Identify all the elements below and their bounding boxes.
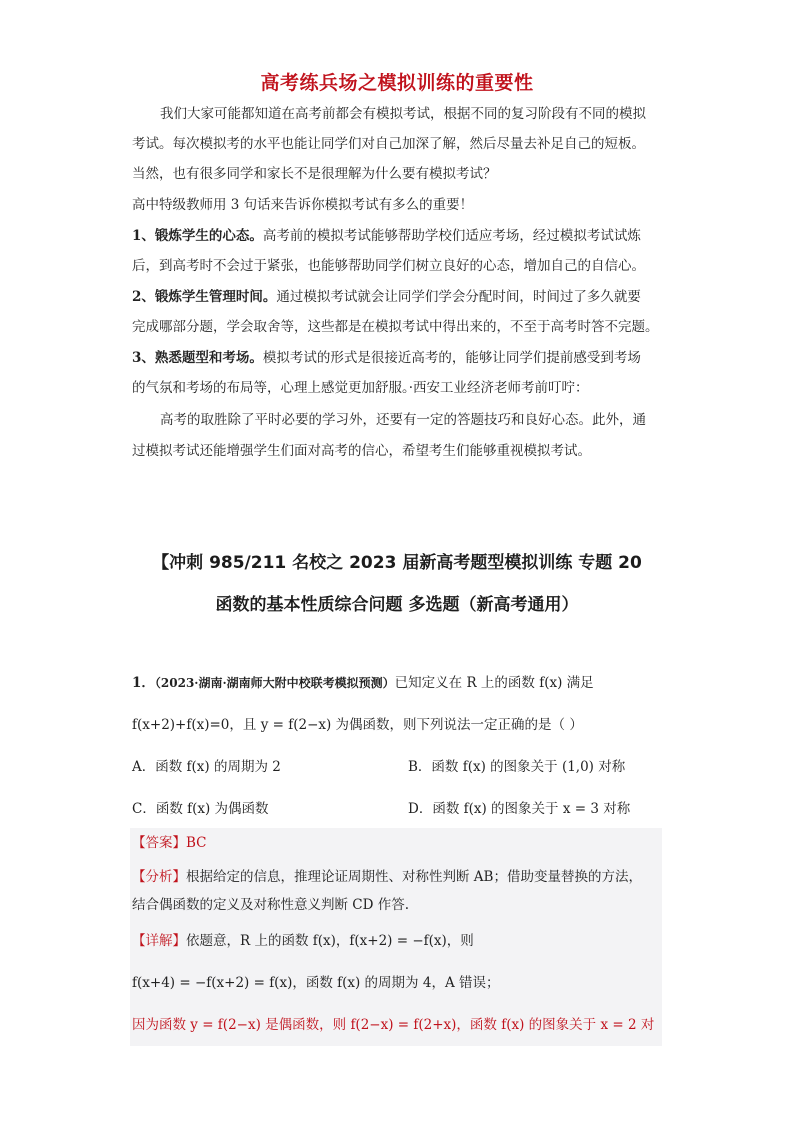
intro-paragraph-line: 高中特级教师用 3 句话来告诉你模拟考试有多么的重要！ <box>132 197 474 213</box>
intro-item-text: 通过模拟考试就会让同学们学会分配时间，时间过了多久就要 <box>276 289 641 305</box>
intro-paragraph-line: 当然，也有很多同学和家长不是很理解为什么要有模拟考试？ <box>132 166 497 182</box>
question-stem-line: f(x+2)+f(x)=0，且 y = f(2−x) 为偶函数，则下列说法一定正确的是（ ） <box>132 717 583 733</box>
intro-item-lead: 3、熟悉题型和考场。 <box>132 350 263 366</box>
section-title-line-1: 【冲刺 985/211 名校之 2023 届新高考题型模拟训练 专题 20 <box>152 553 642 573</box>
intro-paragraph-line: 我们大家可能都知道在高考前都会有模拟考试，根据不同的复习阶段有不同的模拟 <box>160 106 646 122</box>
intro-paragraph-line: 的气氛和考场的布局等，心理上感觉更加舒服。·西安工业经济老师考前叮咛： <box>132 380 589 396</box>
intro-item-text: 高考前的模拟考试能够帮助学校们适应考场，经过模拟考试试炼 <box>262 228 641 244</box>
analysis-line: 结合偶函数的定义及对称性意义判断 CD 作答. <box>132 897 410 913</box>
detail-line <box>132 930 474 952</box>
intro-paragraph-line: 考试。每次模拟考的水平也能让同学们对自己加深了解，然后尽量去补足自己的短板。 <box>132 136 645 152</box>
analysis-line <box>132 866 642 888</box>
section-title-line-2: 函数的基本性质综合问题 多选题（新高考通用） <box>215 595 579 615</box>
detail-line: f(x+4) = −f(x+2) = f(x)，函数 f(x) 的周期为 4，A 错误； <box>132 975 500 991</box>
intro-paragraph-line: 高考的取胜除了平时必要的学习外，还要有一定的答题技巧和良好心态。此外，通 <box>160 412 646 428</box>
detail-tag: 【详解】 <box>132 933 186 949</box>
intro-item-2 <box>132 287 641 307</box>
intro-paragraph-line: 过模拟考试还能增强学生们面对高考的信心，希望考生们能够重视模拟考试。 <box>132 443 591 459</box>
answer-line <box>132 832 207 854</box>
intro-item-1 <box>132 226 641 246</box>
question-number: 1． <box>132 675 155 691</box>
option-a: A．函数 f(x) 的周期为 2 <box>132 759 281 775</box>
detail-line: 因为函数 y = f(2−x) 是偶函数，则 f(2−x) = f(2+x)，函数 f(x) 的图象关于 x = 2 对 <box>132 1017 655 1033</box>
answer-value: BC <box>186 835 207 851</box>
intro-item-lead: 1、锻炼学生的心态。 <box>132 228 263 244</box>
intro-paragraph-line: 后，到高考时不会过于紧张，也能够帮助同学们树立良好的心态，增加自己的自信心。 <box>132 258 645 274</box>
solution-box <box>130 828 662 1046</box>
intro-paragraph-line: 完成哪部分题，学会取舍等，这些都是在模拟考试中得出来的，不至于高考时答不完题。 <box>132 319 659 335</box>
intro-item-text: 模拟考试的形式是很接近高考的，能够让同学们提前感受到考场 <box>262 350 641 366</box>
question-stem-line <box>132 672 594 694</box>
detail-text: 依题意，R 上的函数 f(x)，f(x+2) = −f(x)，则 <box>186 933 474 949</box>
intro-item-lead: 2、锻炼学生管理时间。 <box>132 289 277 305</box>
option-b: B．函数 f(x) 的图象关于 (1,0) 对称 <box>408 759 626 775</box>
analysis-text: 根据给定的信息，推理论证周期性、对称性判断 AB；借助变量替换的方法， <box>186 869 642 885</box>
analysis-tag: 【分析】 <box>132 869 186 885</box>
question-stem-text: 已知定义在 R 上的函数 f(x) 满足 <box>394 675 594 691</box>
option-c: C．函数 f(x) 为偶函数 <box>132 801 269 817</box>
option-d: D．函数 f(x) 的图象关于 x = 3 对称 <box>408 801 631 817</box>
answer-tag: 【答案】 <box>132 835 186 851</box>
intro-item-3 <box>132 348 641 368</box>
question-source: （2023·湖南·湖南师大附中校联考模拟预测） <box>154 676 395 690</box>
page-title: 高考练兵场之模拟训练的重要性 <box>260 72 534 94</box>
